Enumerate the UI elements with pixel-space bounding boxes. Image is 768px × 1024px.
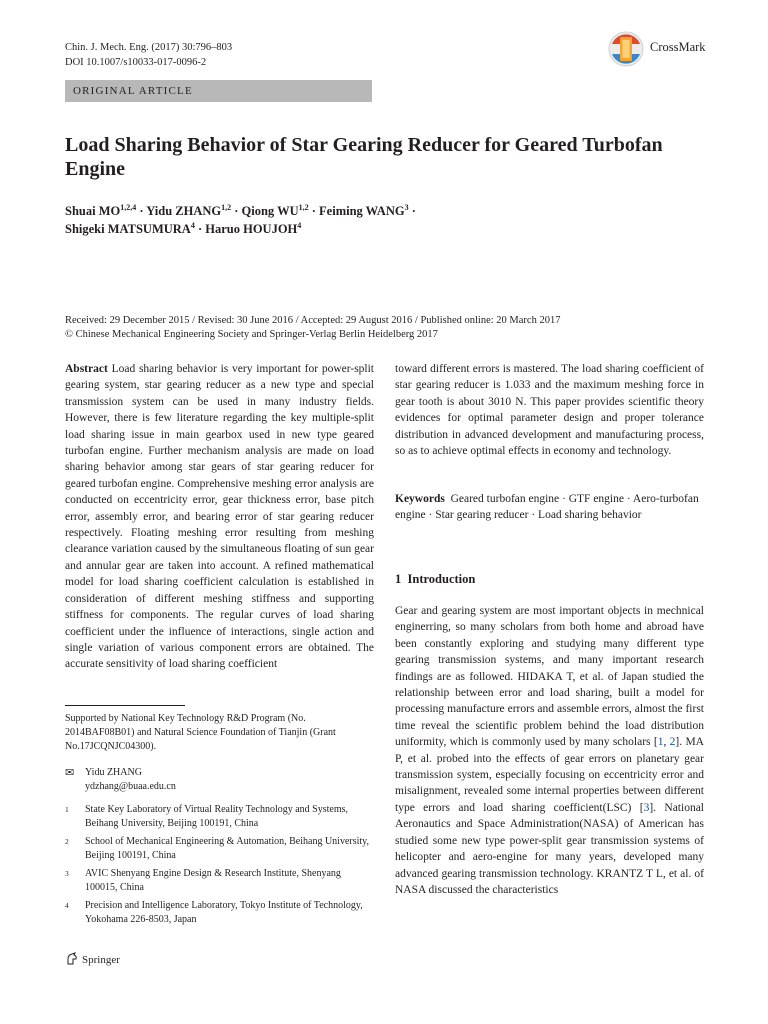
- publisher-name: Springer: [82, 954, 120, 966]
- publisher-footer: [65, 952, 120, 966]
- abstract-right: toward different errors is mastered. The load sharing coefficient of star gearing reducer is 1.033 and the maximum meshing force in gear tooth is about 3010 N. This paper provides scientific theory evidences for optimal parameter design and proper tolerance distribution in advanced development and manufacturing process, so as to achieve optimal effects in economy and technology.: [395, 363, 704, 458]
- citation-link[interactable]: 3: [643, 801, 650, 814]
- author[interactable]: Haruo HOUJOH$^4$: [205, 220, 302, 236]
- copyright: © Chinese Mechanical Engineering Society and Springer-Verlag Berlin Heidelberg 2017: [65, 329, 438, 340]
- corresponding-name: Yidu ZHANG: [85, 767, 142, 778]
- abstract-left: [65, 361, 374, 673]
- publication-dates: [65, 314, 705, 342]
- abstract-text: Load sharing behavior is very important for power-split gearing system, star gearing reducer as a new type and special transmission system can be used in many industry fields. However, there is few literature regarding the key multiple-split load sharing issue in main gearbox used in new type geared turbofan engine. Further mechanism analysis are made on load sharing behavior among star gears of star gearing reducer for geared turbofan engine. Comprehensive meshing error analysis are conducted on eccentricity error, gear thickness error, base pitch error, assembly error, and bearing error of star gearing reducer respectively. Floating meshing error resulting from meshing clearance variation caused by the simultaneous floating of sun gear and annular gear are taken into account. A refined mathematical model for load sharing coefficient calculation is established in consideration of different meshing stiffness and supporting stiffness for components. The regular curves of load sharing coefficient under the influence of interactions, single action and single variation of various component errors are obtained. The accurate sensitivity of load sharing coefficient: [65, 363, 375, 671]
- doi[interactable]: DOI 10.1007/s10033-017-0096-2: [65, 57, 207, 68]
- section-heading: 1 Introduction: [395, 572, 476, 586]
- crossmark-icon: [607, 30, 645, 68]
- springer-horse-icon: [65, 952, 79, 966]
- crossmark-label: CrossMark: [650, 40, 706, 54]
- history-dates: Received: 29 December 2015 / Revised: 30 June 2016 / Accepted: 29 August 2016 / Published online: 20 March 2017: [65, 315, 561, 326]
- author-list: Shuai MO$^{1,2,4}$ · Yidu ZHANG$^{1,2}$ · Qiong WU$^{1,2}$ · Feiming $WANG^3$ · Shigeki $MATSUMURA^4$ · Haruo HOUJOH$^4$: [65, 202, 416, 236]
- journal-citation: Chin. J. Mech. Eng. (2017) 30:796–803: [65, 42, 233, 53]
- citation-link[interactable]: 1: [657, 736, 664, 749]
- introduction-text: Gear and gearing system are most important objects in mechnical enginerring, so many scholars from both home and abroad have been constantly exploring and studying many different type gearing transmission systems, and many important research findings are as followed. HIDAKA T, et al. of Japan studied the relationship between error and load sharing, built a model for processing manufacture errors and assemble errors, almost the first time reveal the scientific problem behind the load distribution uniformity, which is commonly used by many scholars [1, 2]. MA P, et al. probed into the effects of gear errors on planetary gear transmission system, especially focusing on eccentricity error and misalignment, revealed some internal properties between different type errors and load sharing coefficient(LSC) [3]. National Aeronautics and Space Administration(NASA) of American has studied some new type power-split gear transmission systems of helicopter and aero-engine for many years, developed many advanced gearing transmission technology. KRANTZ T L, et al. of NASA discussed the characteristics: [395, 605, 704, 896]
- keywords: [395, 491, 704, 524]
- crossmark-badge[interactable]: [607, 30, 717, 68]
- article-type-label: ORIGINAL ARTICLE: [73, 85, 193, 97]
- envelope-icon: ✉: [65, 767, 75, 779]
- article-title: Load Sharing Behavior of Star Gearing Reducer for Geared Turbofan Engine: [65, 134, 663, 180]
- keywords-text: Geared turbofan engine · GTF engine · Aero-turbofan engine · Star gearing reducer · Load sharing behavior: [395, 493, 699, 522]
- abstract-label: Abstract: [65, 363, 108, 375]
- footnote-divider: [65, 705, 185, 706]
- article-type-banner: [65, 80, 372, 102]
- citation-link[interactable]: 2: [669, 736, 676, 749]
- author[interactable]: Shigeki MATSUMURA$^4$: [65, 220, 195, 236]
- author[interactable]: Yidu ZHANG$^{1,2}$: [146, 202, 232, 218]
- author[interactable]: Qiong WU$^{1,2}$: [241, 202, 309, 218]
- funding-note: Supported by National Key Technology R&D Program (No. 2014BAF08B01) and Natural Science Foundation of Tianjin (Grant No.17JCQNJC04300).: [65, 713, 336, 752]
- author[interactable]: Shuai MO$^{1,2,4}$: [65, 202, 137, 218]
- author[interactable]: Feiming WANG$^3$: [319, 202, 409, 218]
- keywords-label: Keywords: [395, 493, 445, 505]
- corresponding-email[interactable]: ydzhang@buaa.edu.cn: [85, 781, 176, 792]
